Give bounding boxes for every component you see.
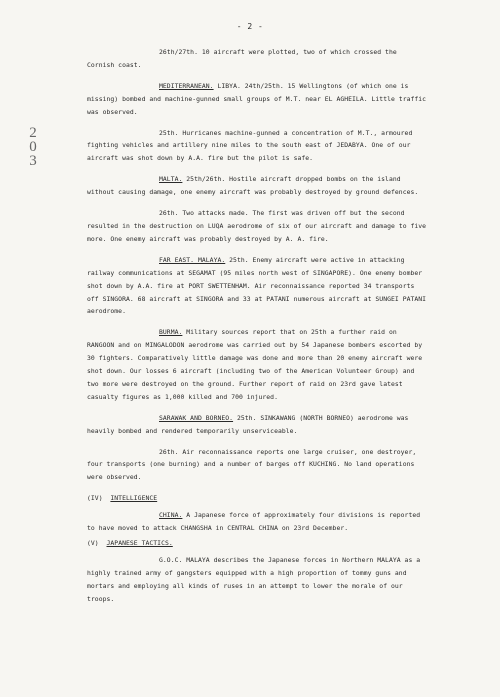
- paragraph-far-east-malaya: [87, 254, 427, 319]
- document-body: [87, 46, 427, 614]
- paragraph-text: A Japanese force of approximately four divisions is reported to have moved to attack CHANGSHA in CENTRAL CHINA on 23rd December.: [87, 511, 421, 533]
- margin-mark-digit: 3: [29, 153, 37, 169]
- heading-title: JAPANESE TACTICS.: [106, 539, 173, 547]
- page-number: - 2 -: [236, 22, 264, 31]
- margin-mark-digit: 0: [29, 139, 37, 155]
- paragraph-text: LIBYA. 24th/25th. 15 Wellingtons (of which one is missing) bombed and machine-gunned small groups of M.T. near EL AGHEILA. Little traffic was observed.: [87, 81, 427, 116]
- paragraph-japanese-tactics: [87, 554, 427, 606]
- section-lead: MEDITERRANEAN.: [159, 81, 214, 90]
- section-lead: BURMA.: [159, 328, 183, 337]
- heading-intelligence: [87, 492, 427, 505]
- paragraph-text: 25th/26th. Hostile aircraft dropped bombs on the island without causing damage, one enemy aircraft was probably destroyed by ground defences.: [87, 175, 419, 197]
- paragraph-text: G.O.C. MALAYA describes the Japanese forces in Northern MALAYA as a highly trained army of gangsters equipped with a high proportion of tommy guns and mortars and employing all kinds of ruses in an attempt to lower the morale of our troops.: [87, 555, 421, 603]
- section-lead: FAR EAST. MALAYA.: [159, 255, 226, 264]
- paragraph-text: 26th. Air reconnaissance reports one large cruiser, one destroyer, four transports (one burning) and a number of barges off KUCHING. No land operations were observed.: [87, 447, 417, 482]
- paragraph-text: 25th. Enemy aircraft were active in attacking railway communications at SEGAMAT (95 miles north west of SINGAPORE). One enemy bomber shot down by A.A. fire at PORT SWETTENHAM. Air reconnaissance reported 34 transports off SINGORA. 68 aircraft at SINGORA and 33 at PATANI numerous aircraft at SUNGEI PATANI aerodrome.: [87, 255, 427, 316]
- paragraph-uk-raids: [87, 46, 427, 72]
- heading-japanese-tactics: [87, 537, 427, 550]
- heading-number: (IV): [87, 494, 103, 503]
- section-lead: MALTA.: [159, 175, 183, 184]
- heading-number: (V): [87, 539, 99, 547]
- paragraph-text: 26th. Two attacks made. The first was driven off but the second resulted in the destruction on LUQA aerodrome of six of our aircraft and damage to five more. One enemy aircraft was probably destroyed by A. A. fire.: [87, 209, 427, 243]
- paragraph-text: 25th. Hurricanes machine-gunned a concentration of M.T., armoured fighting vehicles and artillery nine miles to the south east of JEDABYA. One of our aircraft was shot down by A.A. fire but the pilot is safe.: [87, 128, 413, 163]
- heading-title: INTELLIGENCE: [110, 494, 158, 503]
- paragraph-malta: [87, 173, 427, 199]
- paragraph-malta-attacks: [87, 207, 427, 246]
- paragraph-hurricanes: [87, 127, 427, 166]
- paragraph-china: [87, 509, 427, 535]
- paragraph-text: Military sources report that on 25th a further raid on RANGOON and on MINGALODON aerodrome was carried out by 54 Japanese bombers escorted by 30 fighters. Comparatively little damage was done and more than 20 enemy aircraft were shot down. Our losses 6 aircraft (including two of the American Volunteer Group) and two more were destroyed on the ground. Further report of raid on 23rd gave latest casualty figures as 1,000 killed and 700 injured.: [87, 328, 423, 401]
- paragraph-kuching-recon: [87, 446, 427, 485]
- paragraph-sarawak-borneo: [87, 412, 427, 438]
- paragraph-text: 26th/27th. 10 aircraft were plotted, two of which crossed the Cornish coast.: [87, 48, 397, 69]
- section-lead: CHINA.: [159, 511, 183, 520]
- section-lead: SARAWAK AND BORNEO.: [159, 413, 234, 422]
- paragraph-mediterranean-libya: [87, 80, 427, 119]
- margin-mark-digit: 2: [29, 125, 37, 141]
- paragraph-burma: [87, 326, 427, 403]
- margin-archive-mark: [24, 126, 42, 168]
- paragraph-text: 25th. SINKAWANG (NORTH BORNEO) aerodrome was heavily bombed and rendered temporarily unserviceable.: [87, 413, 409, 435]
